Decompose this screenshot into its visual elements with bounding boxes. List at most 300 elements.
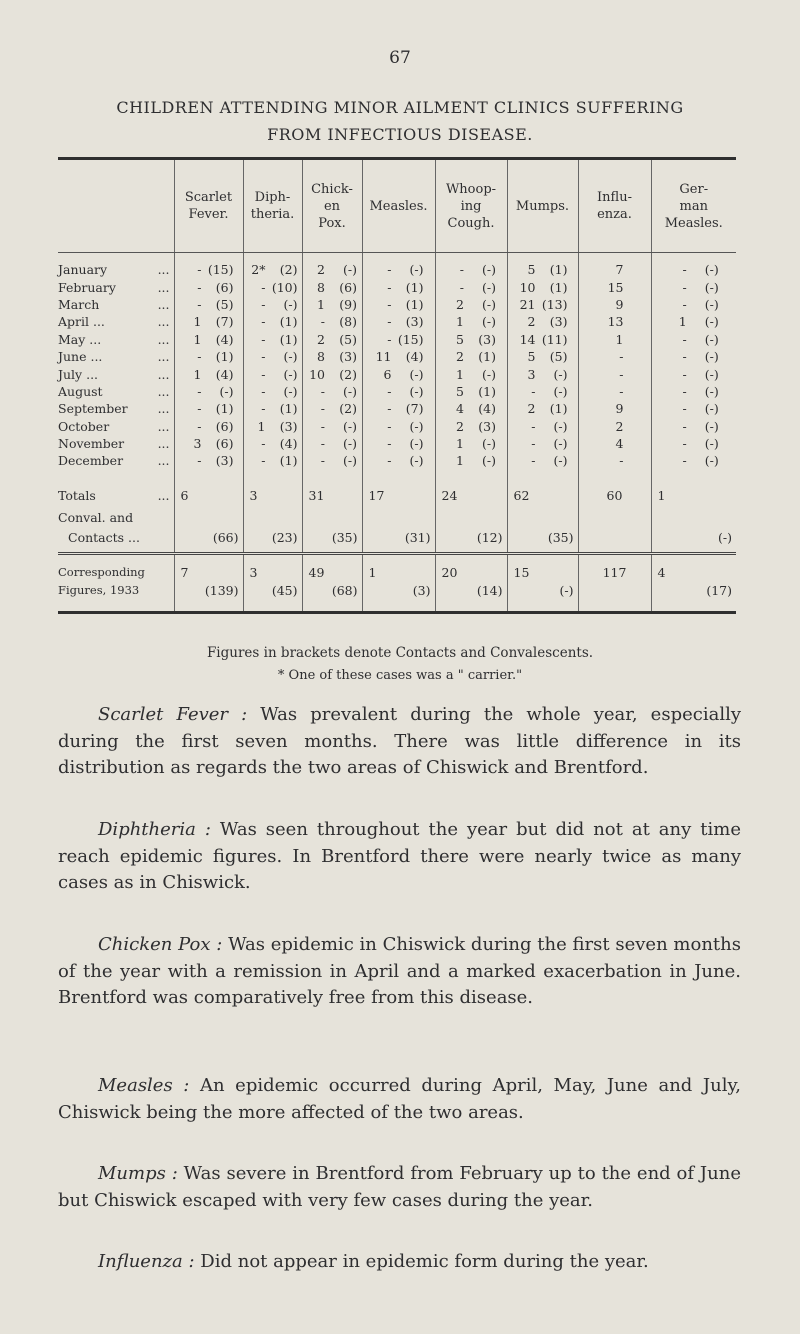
table-cell	[578, 418, 651, 435]
contact-count: (3)	[279, 418, 298, 434]
table-row	[58, 331, 736, 348]
contact-count: (-)	[283, 296, 298, 312]
column-header-line: theria.	[250, 207, 295, 222]
contact-count: (-)	[704, 262, 719, 278]
conval-label-1: Conval. and	[58, 509, 134, 525]
page-number: 67	[389, 48, 411, 68]
leader-dots: ...	[157, 349, 170, 365]
table-cell	[362, 383, 435, 400]
contact-count: (-)	[704, 366, 719, 382]
corresponding-total: 4	[651, 553, 736, 583]
row-label	[58, 296, 174, 313]
case-count: -	[387, 331, 392, 347]
case-count: 5	[527, 349, 536, 365]
table-cell	[507, 400, 578, 417]
contact-count: (5)	[549, 349, 568, 365]
contact-count: (-)	[343, 383, 357, 399]
table-cell	[243, 278, 302, 295]
case-count: -	[320, 453, 325, 469]
contact-count: (-)	[409, 366, 424, 382]
column-header	[578, 159, 651, 253]
table-cell	[507, 278, 578, 295]
contact-count: (1)	[279, 314, 298, 330]
case-count: -	[387, 314, 392, 330]
table-row	[58, 435, 736, 452]
month-name: July ...	[58, 366, 99, 382]
corresponding-contacts: (-)	[507, 583, 578, 613]
total-value: 3	[243, 470, 302, 510]
case-count: -	[387, 436, 392, 452]
row-label	[58, 418, 174, 435]
table-cell	[507, 313, 578, 330]
corresponding-contacts	[578, 583, 651, 613]
contact-count: (-)	[409, 418, 424, 434]
contact-count: (3)	[215, 453, 234, 469]
conval-label-row	[58, 510, 736, 530]
column-header-line: Mumps.	[515, 198, 570, 214]
contact-count: (-)	[704, 453, 719, 469]
case-count: -	[261, 401, 266, 417]
contact-count: (1)	[279, 331, 298, 347]
contact-count: (4)	[478, 401, 496, 417]
contact-count: (2)	[339, 366, 357, 382]
case-count: -	[682, 436, 687, 452]
table-cell	[174, 383, 243, 400]
column-header-line: Chick-	[311, 181, 353, 197]
table-cell	[435, 253, 507, 279]
contact-count: (4)	[279, 436, 298, 452]
table-cell	[174, 435, 243, 452]
case-count: 8	[317, 349, 325, 365]
corresponding-label-2: Figures, 1933	[58, 583, 174, 613]
table-cell	[578, 452, 651, 469]
contact-count: (-)	[704, 401, 719, 417]
case-count: 1	[456, 314, 464, 330]
month-name: April ...	[58, 314, 105, 330]
contact-count: (11)	[541, 331, 568, 347]
case-count: -	[197, 262, 202, 278]
table-cell	[174, 418, 243, 435]
case-count: 4	[615, 436, 624, 452]
case-count: -	[320, 436, 325, 452]
table-cell	[174, 253, 243, 279]
contact-count: (7)	[405, 401, 424, 417]
table-cell	[243, 365, 302, 382]
case-count: -	[682, 453, 687, 469]
month-name: January	[58, 262, 108, 278]
table-cell	[507, 331, 578, 348]
table-cell	[578, 296, 651, 313]
case-count: -	[531, 418, 536, 434]
contact-count: (4)	[405, 349, 424, 365]
column-header	[302, 159, 362, 253]
case-count: 9	[615, 296, 624, 312]
case-count: -	[682, 279, 687, 295]
corresponding-total: 117	[578, 553, 651, 583]
table-row	[58, 253, 736, 279]
case-count: -	[459, 262, 464, 278]
case-count: -	[682, 262, 687, 278]
case-count: 10	[519, 279, 536, 295]
corresponding-label-1: Corresponding	[58, 553, 174, 583]
total-value: 6	[174, 470, 243, 510]
table-cell	[578, 331, 651, 348]
leader-dots: ...	[157, 366, 170, 382]
contact-count: (-)	[343, 436, 357, 452]
case-count: -	[531, 453, 536, 469]
spacer-cell	[507, 510, 578, 530]
case-count: -	[197, 279, 202, 295]
case-count: 2	[527, 401, 536, 417]
table-cell	[651, 313, 736, 330]
case-count: -	[387, 418, 392, 434]
contact-count: (1)	[215, 401, 234, 417]
table-cell	[174, 348, 243, 365]
case-count: -	[531, 383, 536, 399]
table-cell	[578, 313, 651, 330]
case-count: -	[320, 314, 325, 330]
contact-count: (3)	[478, 418, 496, 434]
contact-count: (-)	[482, 436, 496, 452]
table-cell	[302, 400, 362, 417]
column-header-line: Ger-	[679, 181, 709, 197]
column-header-line: man	[679, 198, 708, 214]
leader-dots: ...	[157, 383, 170, 399]
table-cell	[507, 348, 578, 365]
row-label	[58, 452, 174, 469]
table-cell	[243, 296, 302, 313]
table-cell	[578, 400, 651, 417]
commentary-paragraph	[58, 1161, 741, 1214]
table-cell	[302, 313, 362, 330]
column-header-line: enza.	[597, 207, 632, 222]
table-cell	[243, 331, 302, 348]
contact-count: (-)	[704, 331, 719, 347]
case-count: -	[682, 383, 687, 399]
contact-count: (2)	[339, 401, 357, 417]
table-cell	[302, 296, 362, 313]
case-count: 6	[383, 366, 392, 382]
note-carrier: * One of these cases was a " carrier."	[277, 668, 523, 683]
table-cell	[243, 383, 302, 400]
contact-count: (-)	[283, 349, 298, 365]
leader-dots: ...	[157, 262, 170, 278]
totals-row	[58, 470, 736, 510]
table-cell	[651, 452, 736, 469]
case-count: 2	[456, 418, 464, 434]
table-cell	[243, 435, 302, 452]
case-count: -	[261, 331, 266, 347]
leader-dots: ...	[157, 296, 170, 312]
case-count: -	[531, 436, 536, 452]
case-count: -	[682, 401, 687, 417]
contact-count: (-)	[704, 296, 719, 312]
contact-count: (3)	[478, 331, 496, 347]
contact-count: (-)	[704, 436, 719, 452]
table-cell	[362, 452, 435, 469]
case-count: -	[387, 453, 392, 469]
case-count: -	[682, 349, 687, 365]
table-row	[58, 296, 736, 313]
table-cell	[174, 400, 243, 417]
commentary-paragraph	[58, 817, 741, 897]
case-count: 2*	[251, 262, 266, 278]
column-header-line: Diph-	[254, 190, 291, 205]
table-cell	[507, 253, 578, 279]
corresponding-contacts: (3)	[362, 583, 435, 613]
table-cell	[243, 313, 302, 330]
contact-count: (15)	[397, 331, 424, 347]
corresponding-total: 7	[174, 553, 243, 583]
case-count: -	[261, 436, 266, 452]
table-cell	[578, 365, 651, 382]
case-count: -	[682, 296, 687, 312]
contact-count: (-)	[482, 453, 496, 469]
total-value: 24	[435, 470, 507, 510]
contact-count: (-)	[343, 453, 357, 469]
conval-value: (-)	[651, 530, 736, 554]
column-header-line: Measles.	[369, 198, 428, 214]
contact-count: (-)	[482, 262, 496, 278]
leader-dots: ...	[157, 418, 170, 434]
row-label	[58, 348, 174, 365]
table-row	[58, 313, 736, 330]
row-label	[58, 331, 174, 348]
column-header-line: Scarlet	[184, 190, 233, 205]
disease-heading: Scarlet Fever :	[98, 704, 248, 725]
page-title	[40, 94, 760, 148]
case-count: 1	[456, 453, 464, 469]
case-count: 2	[317, 331, 325, 347]
corresponding-total: 1	[362, 553, 435, 583]
row-label	[58, 313, 174, 330]
table-cell	[651, 253, 736, 279]
corresponding-contacts: (68)	[302, 583, 362, 613]
spacer-cell	[174, 510, 243, 530]
case-count: -	[387, 262, 392, 278]
table-cell	[362, 400, 435, 417]
disease-heading: Influenza :	[98, 1251, 195, 1272]
case-count: 2	[615, 418, 624, 434]
case-count: -	[261, 314, 266, 330]
corresponding-total: 20	[435, 553, 507, 583]
disease-heading: Measles :	[98, 1075, 190, 1096]
contact-count: (-)	[704, 418, 719, 434]
conval-value: (35)	[507, 530, 578, 554]
column-header-line: Influ-	[597, 190, 632, 205]
spacer-cell	[651, 510, 736, 530]
leader-dots: ...	[157, 487, 170, 503]
table-cell	[507, 452, 578, 469]
column-header-line: Measles.	[664, 215, 723, 231]
case-count: 3	[527, 366, 536, 382]
table-cell	[174, 278, 243, 295]
case-count: -	[261, 279, 266, 295]
total-value: 31	[302, 470, 362, 510]
corresponding-contacts: (14)	[435, 583, 507, 613]
table-row	[58, 400, 736, 417]
table-cell	[651, 383, 736, 400]
contact-count: (1)	[215, 349, 234, 365]
column-header-line: en	[323, 198, 341, 214]
table-cell	[578, 348, 651, 365]
commentary-paragraph	[58, 1249, 741, 1276]
table-cell	[578, 435, 651, 452]
table-cell	[435, 348, 507, 365]
table-cell	[362, 296, 435, 313]
contact-count: (-)	[409, 436, 424, 452]
table-cell	[507, 418, 578, 435]
contact-count: (1)	[478, 383, 496, 399]
leader-dots: ...	[157, 314, 170, 330]
commentary-paragraph	[58, 702, 741, 782]
month-name: November	[58, 436, 125, 452]
case-count: -	[197, 453, 202, 469]
case-count: 9	[615, 401, 624, 417]
table-row	[58, 452, 736, 469]
table-cell	[243, 400, 302, 417]
contact-count: (-)	[704, 383, 719, 399]
contact-count: (-)	[704, 349, 719, 365]
spacer-cell	[302, 510, 362, 530]
case-count: 1	[615, 331, 624, 347]
table-cell	[651, 418, 736, 435]
case-count: 3	[193, 436, 202, 452]
column-header	[362, 159, 435, 253]
case-count: -	[387, 296, 392, 312]
contact-count: (-)	[409, 453, 424, 469]
table-cell	[174, 365, 243, 382]
table-cell	[435, 331, 507, 348]
month-name: May ...	[58, 331, 102, 347]
table-cell	[174, 331, 243, 348]
column-header	[243, 159, 302, 253]
table-cell	[435, 452, 507, 469]
table-cell	[651, 435, 736, 452]
corresponding-total: 3	[243, 553, 302, 583]
table-cell	[174, 296, 243, 313]
case-count: 10	[309, 366, 325, 382]
table-cell	[651, 400, 736, 417]
contact-count: (7)	[215, 314, 234, 330]
leader-dots: ...	[157, 436, 170, 452]
table-cell	[243, 418, 302, 435]
contact-count: (13)	[541, 296, 568, 312]
corresponding-contacts: (139)	[174, 583, 243, 613]
case-count: 2	[456, 349, 464, 365]
case-count: 5	[456, 331, 464, 347]
contact-count: (6)	[215, 279, 234, 295]
total-value: 17	[362, 470, 435, 510]
case-count: -	[682, 366, 687, 382]
case-count: 1	[317, 296, 325, 312]
case-count: 8	[317, 279, 325, 295]
contact-count: (3)	[405, 314, 424, 330]
contact-count: (-)	[704, 279, 719, 295]
month-name: March	[58, 296, 100, 312]
table-cell	[651, 278, 736, 295]
contact-count: (1)	[279, 401, 298, 417]
contact-count: (-)	[482, 314, 496, 330]
case-count: 1	[456, 366, 464, 382]
contact-count: (3)	[339, 349, 357, 365]
table-cell	[578, 383, 651, 400]
table-cell	[302, 365, 362, 382]
case-count: -	[387, 401, 392, 417]
row-label	[58, 400, 174, 417]
case-count: -	[619, 383, 624, 399]
conval-value	[578, 530, 651, 554]
corresponding-total: 49	[302, 553, 362, 583]
table-cell	[435, 296, 507, 313]
conval-value: (23)	[243, 530, 302, 554]
corresponding-contacts: (17)	[651, 583, 736, 613]
month-name: June ...	[58, 349, 103, 365]
contact-count: (1)	[549, 401, 568, 417]
contact-count: (1)	[279, 453, 298, 469]
spacer-cell	[243, 510, 302, 530]
case-count: -	[320, 418, 325, 434]
table-cell	[174, 313, 243, 330]
row-label	[58, 253, 174, 279]
contact-count: (1)	[549, 262, 568, 278]
table-cell	[435, 313, 507, 330]
table-cell	[302, 418, 362, 435]
table-cell	[243, 452, 302, 469]
contact-count: (-)	[409, 262, 424, 278]
table-cell	[362, 418, 435, 435]
case-count: 2	[317, 262, 325, 278]
contact-count: (-)	[343, 262, 357, 278]
header-blank	[58, 159, 174, 253]
case-count: -	[619, 453, 624, 469]
disease-heading: Mumps :	[98, 1163, 178, 1184]
totals-label	[58, 470, 174, 510]
contact-count: (1)	[405, 279, 424, 295]
case-count: -	[197, 296, 202, 312]
paragraph-text: Did not appear in epidemic form during the year.	[200, 1251, 649, 1272]
paragraph-text: An epidemic occurred during April, May, June and July, Chiswick being the more affected of the two areas.	[58, 1075, 741, 1123]
case-count: -	[261, 349, 266, 365]
corresponding-contacts: (45)	[243, 583, 302, 613]
case-count: 4	[456, 401, 464, 417]
column-header-line: Cough.	[447, 215, 495, 231]
spacer-cell	[435, 510, 507, 530]
case-count: -	[320, 401, 325, 417]
corresponding-contacts-row	[58, 583, 736, 613]
contact-count: (6)	[215, 418, 234, 434]
commentary-paragraph	[58, 1073, 741, 1126]
table-cell	[362, 278, 435, 295]
table-cell	[302, 452, 362, 469]
case-count: -	[320, 383, 325, 399]
table-cell	[302, 253, 362, 279]
case-count: 1	[678, 314, 687, 330]
case-count: -	[619, 349, 624, 365]
table-cell	[651, 348, 736, 365]
table-cell	[578, 253, 651, 279]
table-cell	[435, 278, 507, 295]
case-count: 14	[519, 331, 536, 347]
contact-count: (-)	[553, 366, 568, 382]
table-cell	[362, 435, 435, 452]
case-count: -	[197, 383, 202, 399]
table-cell	[578, 278, 651, 295]
row-label	[58, 278, 174, 295]
contact-count: (10)	[271, 279, 298, 295]
contact-count: (-)	[482, 279, 496, 295]
disease-table-container	[58, 157, 736, 614]
